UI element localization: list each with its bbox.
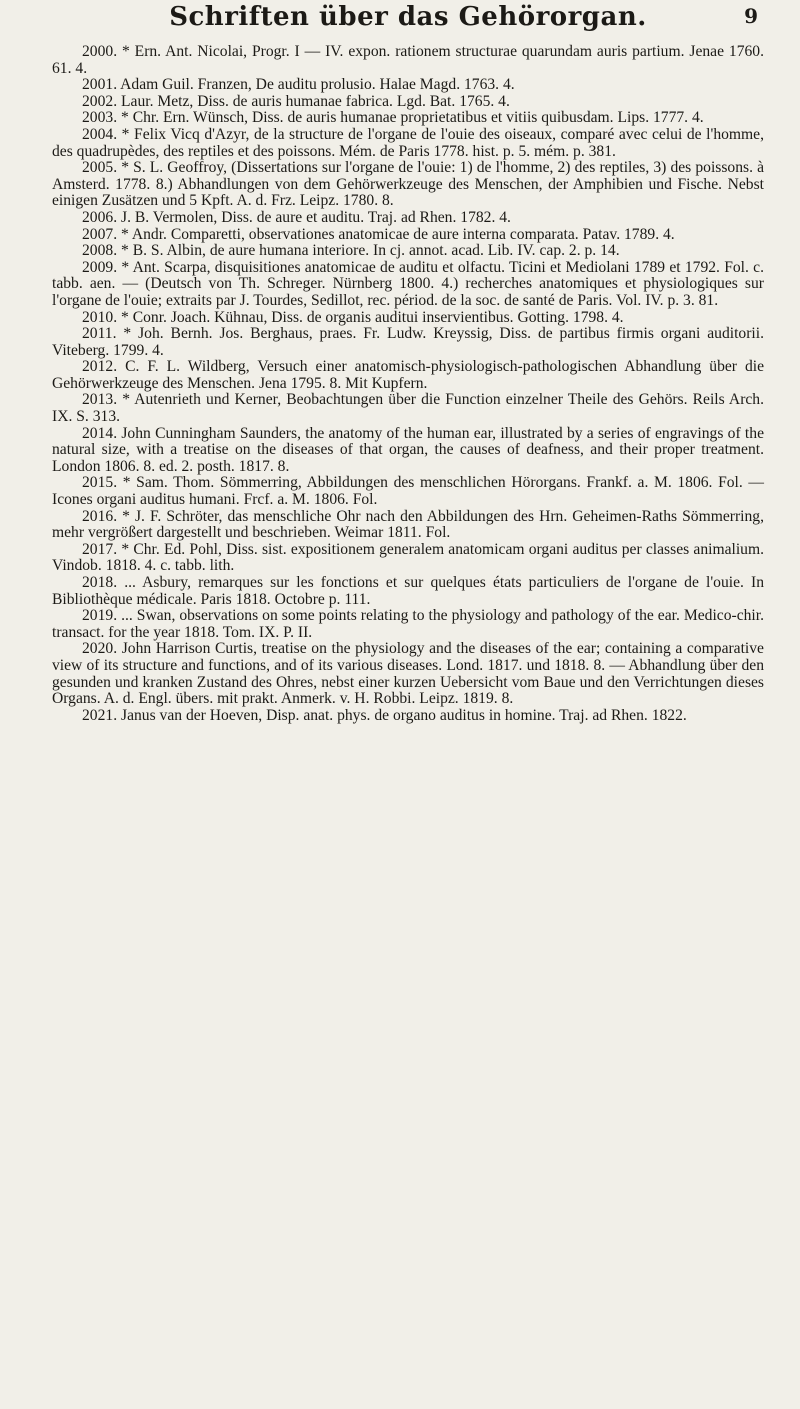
bibliography-entry — [52, 310, 764, 327]
bibliography-entry — [52, 392, 764, 425]
entry-number: 2015. — [82, 474, 118, 492]
entry-number: 2002. — [82, 92, 118, 110]
entry-text: * Andr. Comparetti, observationes anatomicae de aure interna comparata. Patav. 1789. 4. — [121, 225, 675, 243]
entry-text: Janus van der Hoeven, Disp. anat. phys. de organo auditus in homine. Traj. ad Rhen. 1822. — [121, 706, 687, 724]
entry-text: * Joh. Bernh. Jos. Berghaus, praes. Fr. Ludw. Kreyssig, Diss. de partibus firmis organi auditorii. Viteberg. 1799. 4. — [52, 325, 764, 359]
bibliography-entry — [52, 326, 764, 359]
entry-number: 2011. — [82, 325, 117, 343]
entry-text: John Harrison Curtis, treatise on the physiology and the diseases of the ear; containing a comparative view of its structure and functions, and of its various diseases. Lond. 1817. und 1818. 8. — Abhandlung über den gesunden und kranken Zustand des Ohres, nebst einer kurzen Uebersicht vom Baue und den Verrichtungen dieses Organs. A. d. Engl. übers. mit prakt. Anmerk. v. H. Robbi. Leipz. 1819. 8. — [52, 640, 764, 708]
entry-text: * Ant. Scarpa, disquisitiones anatomicae de auditu et olfactu. Ticini et Mediolani 1789 et 1792. Fol. c. tabb. aen. — (Deutsch von Th. Schreger. Nürnberg 1800. 4.) recherches anatomiques et physiologiques sur l'organe de l'ouie; extraits par J. Tourdes, Sedillot, rec. périod. de la soc. de santé de Paris. Vol. IV. p. 3. 81. — [52, 258, 765, 309]
entry-text: Laur. Metz, Diss. de auris humanae fabrica. Lgd. Bat. 1765. 4. — [121, 92, 510, 110]
entry-text: C. F. L. Wildberg, Versuch einer anatomisch-physiologisch-pathologischen Abhandlung über die Gehörwerkzeuge des Menschen. Jena 1795. 8. Mit Kupfern. — [52, 358, 765, 392]
entry-number: 2000. — [82, 43, 118, 60]
entry-text: * Felix Vicq d'Azyr, de la structure de l'organe de l'ouie des oiseaux, comparé avec celui de l'homme, des quadrupèdes, des reptiles et des poissons. Mém. de Paris 1778. hist. p. 5. mém. p. 381. — [52, 125, 764, 160]
bibliography-entry — [52, 426, 764, 476]
bibliography-entry — [52, 641, 764, 707]
entry-text: * B. S. Albin, de aure humana interiore. In cj. annot. acad. Lib. IV. cap. 2. p. 14. — [121, 242, 620, 260]
entry-number: 2012. — [82, 358, 118, 376]
bibliography-entry — [52, 475, 764, 508]
entry-text: * S. L. Geoffroy, (Dissertations sur l'organe de l'ouie: 1) de l'homme, 2) des reptiles, 3) des poissons. à Amsterd. 1778. 8.) Abhandlungen von dem Gehörwerkzeuge des Menschen, der Amphibien und Fische. Nebst einigen Zusätzen und 5 Kpft. A. d. Frz. Leipz. 1780. 8. — [52, 159, 764, 210]
entry-number: 2021. — [82, 706, 118, 724]
entry-number: 2014. — [82, 424, 118, 442]
entry-text: * Conr. Joach. Kühnau, Diss. de organis auditui inservientibus. Gotting. 1798. 4. — [121, 308, 624, 326]
entry-text: Adam Guil. Franzen, De auditu prolusio. Halae Magd. 1763. 4. — [120, 76, 515, 94]
entry-text: * Autenrieth und Kerner, Beobachtungen über die Function einzelner Theile des Gehörs. Reils Arch. IX. S. 313. — [52, 391, 764, 426]
entry-text: ... Swan, observations on some points relating to the physiology and pathology of the ear. Medico-chir. transact. for the year 1818. Tom. IX. P. II. — [52, 607, 764, 641]
bibliography-entry — [52, 210, 764, 227]
entry-text: * Sam. Thom. Sömmerring, Abbildungen des menschlichen Hörorgans. Frankf. a. M. 1806. Fol. — Icones organi auditus humani. Frcf. a. M. 1806. Fol. — [52, 474, 764, 509]
page-header — [52, 0, 764, 44]
bibliography-entry — [52, 227, 764, 244]
entry-number: 2004. — [82, 125, 118, 143]
bibliography-entry — [52, 243, 764, 260]
bibliography-list — [52, 44, 764, 724]
entry-number: 2016. — [82, 507, 118, 525]
bibliography-entry — [52, 359, 764, 392]
bibliography-entry — [52, 110, 764, 127]
bibliography-entry — [52, 77, 764, 94]
bibliography-entry — [52, 44, 764, 77]
bibliography-entry — [52, 160, 764, 210]
bibliography-entry — [52, 542, 764, 575]
entry-text: * Chr. Ern. Wünsch, Diss. de auris humanae proprietatibus et vitiis quibusdam. Lips. 1777. 4. — [121, 109, 704, 127]
entry-number: 2008. — [82, 242, 118, 260]
entry-text: J. B. Vermolen, Diss. de aure et auditu. Traj. ad Rhen. 1782. 4. — [121, 208, 511, 226]
entry-number: 2003. — [82, 109, 118, 127]
entry-text: * J. F. Schröter, das menschliche Ohr nach den Abbildungen des Hrn. Geheimen-Raths Sömmerring, mehr vergrößert dargestellt und beschrieben. Weimar 1811. Fol. — [52, 507, 764, 542]
entry-text: John Cunningham Saunders, the anatomy of the human ear, illustrated by a series of engravings of the natural size, with a treatise on the diseases of that organ, the causes of deafness, and their proper treatment. London 1806. 8. ed. 2. posth. 1817. 8. — [52, 424, 764, 475]
bibliography-entry — [52, 94, 764, 111]
bibliography-entry — [52, 608, 764, 641]
page-number: 9 — [744, 4, 758, 28]
entry-number: 2001. — [82, 76, 118, 94]
bibliography-entry — [52, 708, 764, 725]
entry-number: 2020. — [82, 640, 118, 658]
entry-number: 2019. — [82, 607, 118, 625]
entry-number: 2007. — [82, 225, 118, 243]
entry-text: * Chr. Ed. Pohl, Diss. sist. expositionem generalem anatomicam organi auditus per classes animalium. Vindob. 1818. 4. c. tabb. lith. — [52, 540, 764, 575]
entry-text: ... Asbury, remarques sur les fonctions et sur quelques états particuliers de l'organe de l'ouie. In Bibliothèque médicale. Paris 1818. Octobre p. 111. — [52, 574, 764, 608]
entry-number: 2010. — [82, 308, 118, 326]
entry-text: * Ern. Ant. Nicolai, Progr. I — IV. expon. rationem structurae quarundam auris partium. Jenae 1760. 61. 4. — [52, 43, 764, 77]
entry-number: 2009. — [82, 258, 118, 276]
bibliography-entry — [52, 509, 764, 542]
entry-number: 2018. — [82, 574, 118, 591]
bibliography-entry — [52, 127, 764, 160]
entry-number: 2013. — [82, 391, 118, 409]
running-title: Schriften über das Gehörorgan. — [169, 2, 647, 32]
entry-number: 2005. — [82, 159, 118, 177]
bibliography-entry — [52, 575, 764, 608]
entry-number: 2006. — [82, 208, 118, 226]
bibliography-entry — [52, 260, 764, 310]
entry-number: 2017. — [82, 540, 118, 558]
